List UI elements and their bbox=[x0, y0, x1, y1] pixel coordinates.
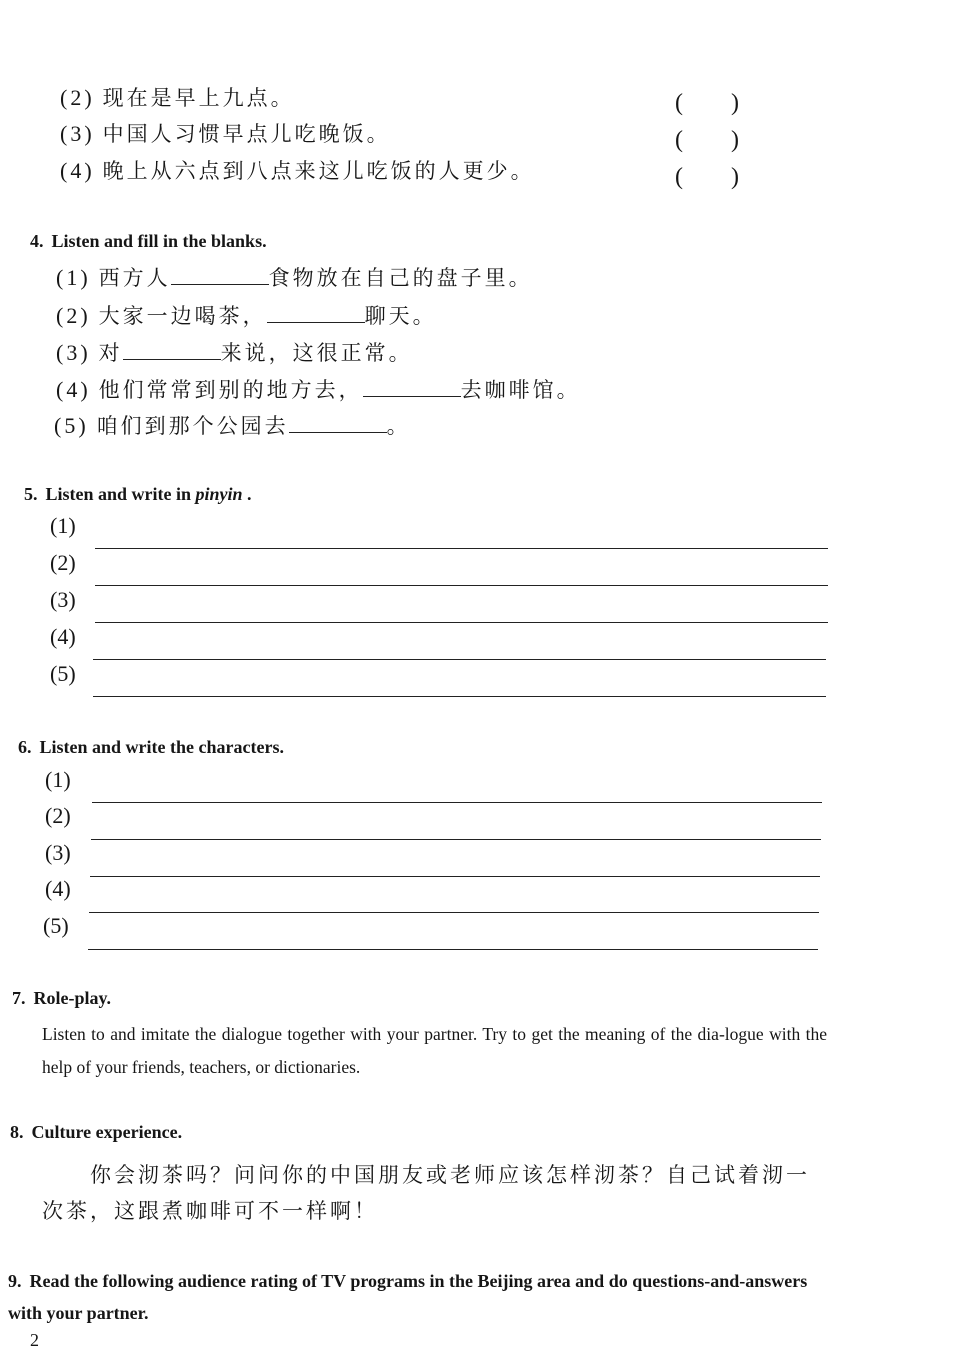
statement-4: (4) 晚上从六点到八点来这儿吃饭的人更少。 bbox=[60, 158, 535, 183]
pinyin-line-3[interactable] bbox=[95, 622, 828, 623]
pinyin-label-4: (4) bbox=[50, 624, 76, 649]
pinyin-line-1[interactable] bbox=[95, 548, 828, 549]
blank-input-3[interactable] bbox=[123, 341, 221, 360]
section-7-instructions: Listen to and imitate the dialogue together with your partner. Try to get the meaning of the dia-logue with the help of your friends, teachers, or dictionaries. bbox=[42, 1024, 827, 1077]
section-8-body: 你会沏茶吗？问问你的中国朋友或老师应该怎样沏茶？自己试着沏一次茶，这跟煮咖啡可不一样啊！ bbox=[42, 1163, 810, 1223]
blank-input-2[interactable] bbox=[267, 304, 365, 323]
pinyin-line-5[interactable] bbox=[93, 696, 826, 697]
section-5-heading: 5. Listen and write in pinyin . bbox=[24, 484, 252, 504]
answer-box-4[interactable]: ( ) bbox=[675, 164, 739, 190]
characters-line-2[interactable] bbox=[91, 839, 821, 840]
answer-box-2[interactable]: ( ) bbox=[675, 90, 739, 116]
characters-line-4[interactable] bbox=[89, 912, 819, 913]
fill-blank-1: (1) 西方人 食物放在自己的盘子里。 bbox=[56, 265, 533, 290]
section-7-heading: 7. Role-play. bbox=[12, 988, 112, 1008]
statement-2: (2) 现在是早上九点。 bbox=[60, 85, 295, 110]
fill-blank-5: (5) 咱们到那个公园去 。 bbox=[54, 413, 411, 438]
fill-blank-2: (2) 大家一边喝茶， 聊天。 bbox=[56, 303, 437, 328]
answer-box-3[interactable]: ( ) bbox=[675, 127, 739, 153]
pinyin-label-5: (5) bbox=[50, 661, 76, 686]
characters-line-3[interactable] bbox=[90, 876, 820, 877]
characters-label-1: (1) bbox=[45, 767, 71, 792]
pinyin-line-4[interactable] bbox=[93, 659, 826, 660]
blank-input-5[interactable] bbox=[289, 414, 387, 433]
characters-line-1[interactable] bbox=[92, 802, 822, 803]
blank-input-4[interactable] bbox=[363, 378, 461, 397]
page-number: 2 bbox=[30, 1330, 39, 1350]
section-9-heading: 9. Read the following audience rating of TV programs in the Beijing area and do questions-and-answers with your partner. bbox=[8, 1271, 808, 1323]
fill-blank-4: (4) 他们常常到别的地方去， 去咖啡馆。 bbox=[56, 377, 581, 402]
pinyin-label-1: (1) bbox=[50, 513, 76, 538]
section-8-heading: 8. Culture experience. bbox=[10, 1122, 183, 1142]
blank-input-1[interactable] bbox=[171, 266, 269, 285]
characters-line-5[interactable] bbox=[88, 949, 818, 950]
pinyin-line-2[interactable] bbox=[95, 585, 828, 586]
characters-label-5: (5) bbox=[43, 913, 69, 938]
fill-blank-3: (3) 对 来说，这很正常。 bbox=[56, 340, 413, 365]
characters-label-2: (2) bbox=[45, 803, 71, 828]
section-4-heading: 4. Listen and fill in the blanks. bbox=[30, 231, 267, 251]
section-6-heading: 6. Listen and write the characters. bbox=[18, 737, 284, 757]
characters-label-3: (3) bbox=[45, 840, 71, 865]
pinyin-label-3: (3) bbox=[50, 587, 76, 612]
characters-label-4: (4) bbox=[45, 876, 71, 901]
pinyin-label-2: (2) bbox=[50, 550, 76, 575]
statement-3: (3) 中国人习惯早点儿吃晚饭。 bbox=[60, 121, 391, 146]
